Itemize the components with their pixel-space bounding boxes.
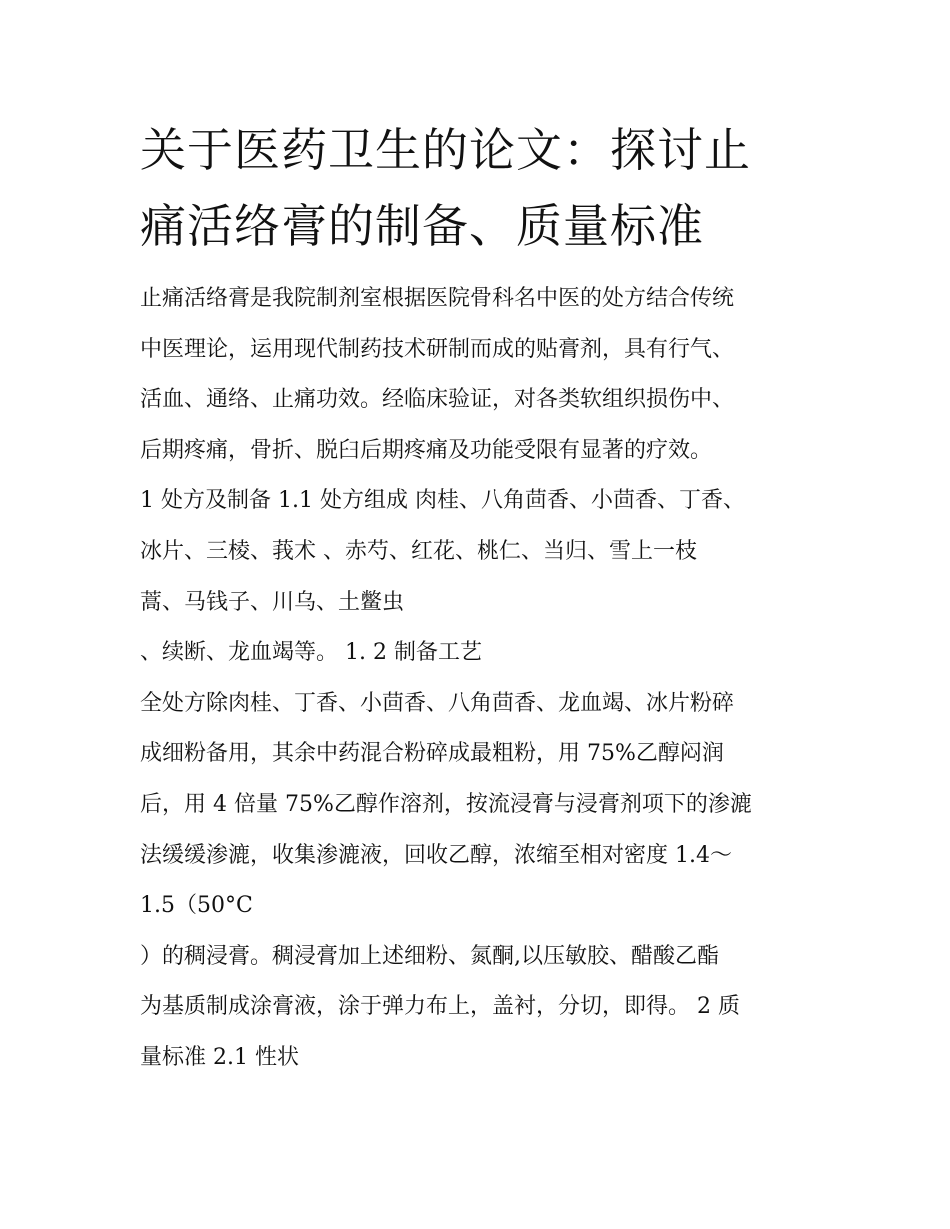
title-line: 痛活络膏的制备、质量标准 [140, 199, 704, 253]
title-line: 关于医药卫生的论文：探讨止 [140, 123, 751, 177]
document-body [140, 274, 820, 1084]
paragraph-line: 量标准 2.1 性状 [140, 1044, 299, 1070]
document-content [140, 112, 820, 1084]
paragraph-line: ）的稠浸膏。稠浸膏加上述细粉、氮酮,以压敏胶、醋酸乙酯 [140, 943, 719, 969]
paragraph-line: 冰片、三棱、莪术 、赤芍、红花、桃仁、当归、雪上一枝 [140, 538, 697, 564]
paragraph-line: 1 处方及制备 1.1 处方组成 肉桂、八角茴香、小茴香、丁香、 [140, 488, 745, 514]
paragraph-line: 止痛活络膏是我院制剂室根据医院骨科名中医的处方结合传统 [140, 286, 735, 311]
paragraph-line: 成细粉备用，其余中药混合粉碎成最粗粉，用 75%乙醇闷润 [140, 741, 724, 767]
paragraph-line: 活血、通络、止痛功效。经临床验证，对各类软组织损伤中、 [140, 387, 735, 413]
paragraph-line: 全处方除肉桂、丁香、小茴香、八角茴香、龙血竭、冰片粉碎 [140, 690, 735, 716]
paragraph-line: 1.5（50°C [140, 893, 253, 919]
paragraph-line: 中医理论，运用现代制药技术研制而成的贴膏剂，具有行气、 [140, 336, 735, 362]
paragraph-line: 后期疼痛，骨折、脱臼后期疼痛及功能受限有显著的疗效。 [140, 437, 713, 463]
paragraph-line: 后，用 4 倍量 75%乙醇作溶剂，按流浸膏与浸膏剂项下的渗漉 [140, 791, 752, 817]
paragraph-line: 、续断、龙血竭等。 1. 2 制备工艺 [140, 640, 482, 666]
paragraph-line: 蒿、马钱子、川乌、土鳖虫 [140, 589, 405, 615]
paragraph-line: 为基质制成涂膏液，涂于弹力布上，盖衬，分切，即得。 2 质 [140, 994, 740, 1020]
paragraph-line: 法缓缓渗漉，收集渗漉液，回收乙醇，浓缩至相对密度 1.4～ [140, 842, 732, 868]
document-title [140, 112, 820, 264]
